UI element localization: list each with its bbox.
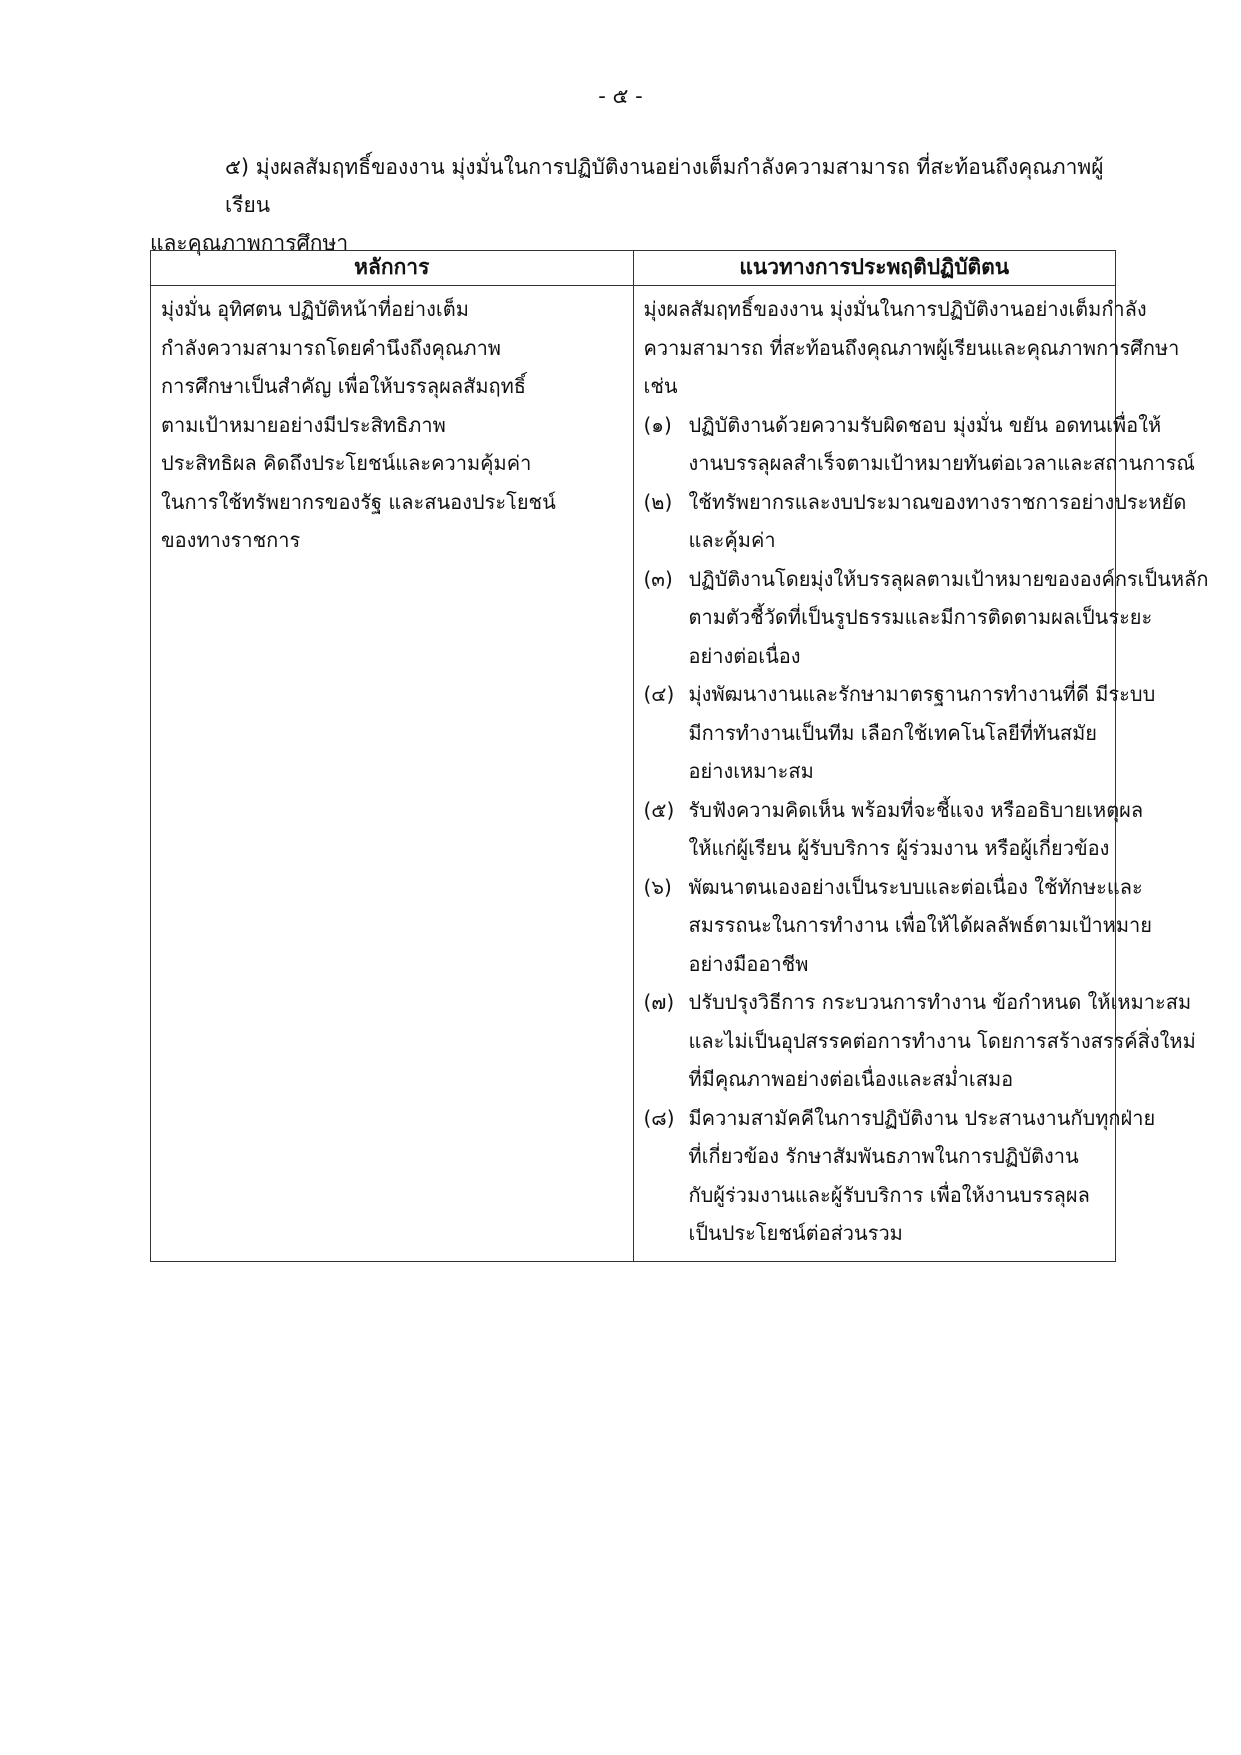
guideline-item-3 [643, 560, 1209, 676]
item-line: สมรรถนะในการทำงาน เพื่อให้ได้ผลลัพธ์ตามเป้าหมาย [688, 913, 1152, 937]
item-line: อย่างมืออาชีพ [688, 951, 809, 976]
header-guideline: แนวทางการประพฤติปฏิบัติตน [633, 251, 1116, 286]
item-line: และคุ้มค่า [688, 528, 776, 552]
guideline-item-8 [643, 1099, 1156, 1253]
principle-line: ในการใช้ทรัพยากรของรัฐ และสนองประโยชน์ [161, 489, 556, 514]
item-line: ที่มีคุณภาพอย่างต่อเนื่องและสม่ำเสมอ [688, 1067, 1014, 1091]
item-line: ใช้ทรัพยากรและงบประมาณของทางราชการอย่างประหยัด [688, 489, 1187, 514]
item-line: ปฏิบัติงานโดยมุ่งให้บรรลุผลตามเป้าหมายขององค์กรเป็นหลัก [688, 566, 1209, 591]
guideline-item-7 [643, 983, 1196, 1099]
principle-line: ประสิทธิผล คิดถึงประโยชน์และความคุ้มค่า [161, 451, 532, 475]
item-line: มุ่งพัฒนางานและรักษามาตรฐานการทำงานที่ดี มีระบบ [688, 682, 1156, 706]
item-number: (๘) [643, 1105, 675, 1130]
guideline-intro-line: มุ่งผลสัมฤทธิ์ของงาน มุ่งมั่นในการปฏิบัติงานอย่างเต็มกำลัง [643, 297, 1147, 321]
item-line: และไม่เป็นอุปสรรคต่อการทำงาน โดยการสร้างสรรค์สิ่งใหม่ [688, 1028, 1196, 1053]
principle-line: มุ่งมั่น อุทิศตน ปฏิบัติหน้าที่อย่างเต็ม [161, 297, 469, 321]
item-line: ที่เกี่ยวข้อง รักษาสัมพันธภาพในการปฏิบัติงาน [688, 1144, 1079, 1168]
principle-cell [151, 286, 634, 1262]
principle-line: กำลังความสามารถโดยคำนึงถึงคุณภาพ [161, 335, 501, 360]
guideline-intro-line: ความสามารถ ที่สะท้อนถึงคุณภาพผู้เรียนและคุณภาพการศึกษา [643, 335, 1180, 360]
guideline-item-5 [643, 791, 1144, 868]
table-row [151, 286, 1116, 1262]
guideline-cell [633, 286, 1209, 1262]
item-line: กับผู้ร่วมงานและผู้รับบริการ เพื่อให้งานบรรลุผล [688, 1182, 1090, 1207]
guideline-intro-line: เช่น [643, 374, 678, 398]
item-number: (๑) [643, 412, 672, 437]
intro-line-1: ๕) มุ่งผลสัมฤทธิ์ของงาน มุ่งมั่นในการปฏิบัติงานอย่างเต็มกำลังความสามารถ ที่สะท้อนถึงคุณภาพผู้เรียน [225, 155, 1104, 217]
item-line: ปรับปรุงวิธีการ กระบวนการทำงาน ข้อกำหนด ให้เหมาะสม [688, 990, 1192, 1014]
page-number: - ๕ - [598, 84, 643, 108]
item-number: (๒) [643, 489, 673, 514]
item-number: (๕) [643, 797, 675, 822]
item-line: ปฏิบัติงานด้วยความรับผิดชอบ มุ่งมั่น ขยัน อดทนเพื่อให้ [688, 412, 1162, 437]
guideline-item-2 [643, 483, 1187, 560]
principle-line: ตามเป้าหมายอย่างมีประสิทธิภาพ [161, 412, 446, 437]
item-line: งานบรรลุผลสำเร็จตามเป้าหมายทันต่อเวลาและสถานการณ์ [688, 451, 1195, 475]
guideline-item-6 [643, 868, 1152, 984]
principle-line: ของทางราชการ [161, 528, 301, 552]
item-line: อย่างต่อเนื่อง [688, 643, 801, 668]
item-line: ตามตัวชี้วัดที่เป็นรูปธรรมและมีการติดตามผลเป็นระยะ [688, 605, 1153, 629]
item-line: ให้แก่ผู้เรียน ผู้รับบริการ ผู้ร่วมงาน หรือผู้เกี่ยวข้อง [688, 836, 1110, 860]
ethics-table [150, 250, 1209, 1262]
item-line: อย่างเหมาะสม [688, 759, 814, 783]
intro-line-2: และคุณภาพการศึกษา [150, 231, 349, 255]
item-line: มีการทำงานเป็นทีม เลือกใช้เทคโนโลยีที่ทันสมัย [688, 720, 1098, 745]
item-line: เป็นประโยชน์ต่อส่วนรวม [688, 1221, 903, 1245]
header-principle: หลักการ [151, 251, 634, 286]
guideline-item-4 [643, 675, 1156, 791]
intro-paragraph [150, 148, 1120, 262]
item-number: (๖) [643, 874, 672, 899]
item-line: พัฒนาตนเองอย่างเป็นระบบและต่อเนื่อง ใช้ทักษะและ [688, 874, 1143, 899]
item-number: (๓) [643, 566, 673, 591]
item-line: รับฟังความคิดเห็น พร้อมที่จะชี้แจง หรืออธิบายเหตุผล [688, 797, 1144, 822]
item-number: (๔) [643, 682, 675, 706]
principle-line: การศึกษาเป็นสำคัญ เพื่อให้บรรลุผลสัมฤทธิ์ [161, 374, 526, 398]
item-number: (๗) [643, 990, 675, 1014]
table-header-row [151, 251, 1116, 286]
item-line: มีความสามัคคีในการปฏิบัติงาน ประสานงานกับทุกฝ่าย [688, 1105, 1156, 1130]
guideline-item-1 [643, 406, 1195, 483]
